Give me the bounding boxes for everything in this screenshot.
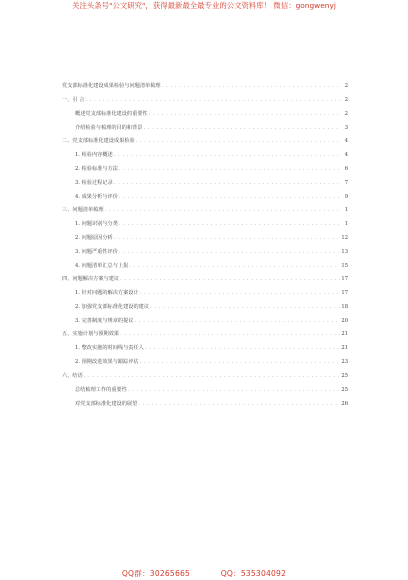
toc-entry-label: 2. 问题原因分析 (75, 235, 113, 241)
qq-number-text: QQ：535304092 (220, 569, 287, 578)
toc-entry-subsection[interactable] (75, 386, 348, 395)
toc-entry-label: 一、引 言 (62, 97, 85, 103)
toc-page-number: 17 (341, 290, 348, 296)
toc-entry-subsection[interactable] (75, 124, 348, 133)
toc-entry-label: 4. 问题清单汇总与上报 (75, 263, 129, 269)
toc-dot-leader (114, 179, 341, 188)
toc-dot-leader (120, 275, 340, 284)
toc-page-number: 2 (344, 97, 348, 103)
toc-dot-leader (140, 358, 341, 367)
toc-dot-leader (145, 344, 341, 353)
toc-entry-subsection[interactable] (75, 151, 348, 160)
toc-entry-section[interactable] (62, 137, 348, 146)
toc-page-number: 4 (344, 138, 348, 144)
toc-dot-leader (119, 220, 341, 229)
toc-dot-leader (105, 206, 341, 215)
toc-entry-label: 二、党支部标准化建设成果检验 (62, 138, 135, 144)
toc-dot-leader (162, 82, 341, 91)
qq-group-text: QQ群：30265665 (121, 569, 191, 578)
toc-page-number: 25 (341, 373, 348, 379)
toc-page-number: 3 (344, 125, 348, 131)
toc-entry-subsection[interactable] (75, 220, 348, 229)
toc-page-number: 15 (341, 263, 348, 269)
toc-page-number: 7 (344, 180, 348, 186)
toc-page-number: 1 (344, 207, 348, 213)
toc-entry-label: 3. 问题严重性评价 (75, 249, 118, 255)
toc-page-number: 17 (341, 276, 348, 282)
toc-entry-subsection[interactable] (75, 358, 348, 367)
toc-entry-subsection[interactable] (75, 344, 348, 353)
header-watermark-banner: 关注头条号"公文研究"，获得最新最全最专业的公文资料库！ 微信：gongwenyj (72, 1, 336, 10)
toc-page-number: 1 (344, 221, 348, 227)
toc-entry-label: 1. 问题识别与分类 (75, 221, 118, 227)
toc-dot-leader (114, 234, 341, 243)
toc-dot-leader (134, 317, 340, 326)
toc-entry-label: 1. 检验内容概述 (75, 152, 113, 158)
toc-dot-leader (119, 193, 341, 202)
toc-page-number: 6 (344, 166, 348, 172)
toc-dot-leader (84, 372, 341, 381)
toc-dot-leader (140, 289, 341, 298)
toc-page-number: 21 (341, 331, 348, 337)
toc-entry-subsection[interactable] (75, 262, 348, 271)
toc-entry-section[interactable] (62, 330, 348, 339)
toc-entry-subsection[interactable] (75, 317, 348, 326)
toc-entry-label: 党支部标准化建设成果检验与问题清单梳理 (62, 83, 161, 89)
toc-entry-label: 六、结语 (62, 373, 83, 379)
toc-dot-leader (149, 110, 341, 119)
footer-contact-watermark (0, 569, 408, 578)
toc-page-number: 2 (344, 83, 348, 89)
toc-entry-label: 2. 加强党支部标准化建设的建议 (75, 304, 150, 310)
toc-dot-leader (129, 262, 340, 271)
toc-page-number: 25 (341, 387, 348, 393)
toc-entry-subsection[interactable] (75, 165, 348, 174)
toc-page-number: 23 (341, 359, 348, 365)
toc-entry-label: 三、问题清单梳理 (62, 207, 104, 213)
toc-entry-label: 3. 检验过程记录 (75, 180, 113, 186)
toc-entry-subsection[interactable] (75, 400, 348, 409)
toc-dot-leader (150, 303, 340, 312)
toc-entry-section[interactable] (62, 96, 348, 105)
toc-entry-label: 2. 检验标准与方法 (75, 166, 118, 172)
toc-dot-leader (119, 165, 341, 174)
toc-page-number: 18 (341, 304, 348, 310)
toc-entry-label: 概述党支部标准化建设的重要性 (75, 111, 148, 117)
toc-page-number: 26 (341, 401, 348, 407)
toc-dot-leader (138, 400, 340, 409)
toc-entry-label: 五、实施计划与预期效果 (62, 331, 120, 337)
toc-entry-section[interactable] (62, 372, 348, 381)
toc-page-number: 13 (341, 249, 348, 255)
toc-page-number: 12 (341, 235, 348, 241)
toc-entry-section[interactable] (62, 275, 348, 284)
toc-page-number: 21 (341, 345, 348, 351)
toc-entry-label: 总结梳理工作的重要性 (75, 387, 127, 393)
toc-dot-leader (128, 386, 341, 395)
toc-entry-subsection[interactable] (75, 289, 348, 298)
toc-page-number: 20 (341, 318, 348, 324)
toc-entry-subsection[interactable] (75, 303, 348, 312)
toc-entry-label: 1. 针对问题的解决方案设计 (75, 290, 139, 296)
toc-page-number: 2 (344, 111, 348, 117)
toc-entry-label: 四、问题解决方案与建议 (62, 276, 120, 282)
toc-page-number: 9 (344, 194, 348, 200)
toc-entry-title[interactable] (62, 82, 348, 91)
toc-dot-leader (143, 124, 341, 133)
toc-entry-label: 2. 预期改进效果与跟踪评估 (75, 359, 139, 365)
toc-page-number: 4 (344, 152, 348, 158)
toc-dot-leader (120, 330, 340, 339)
toc-entry-label: 介绍检验与梳理的目的和背景 (75, 125, 143, 131)
toc-entry-label: 1. 整改实施的时间线与责任人 (75, 345, 144, 351)
toc-entry-section[interactable] (62, 206, 348, 215)
toc-entry-subsection[interactable] (75, 248, 348, 257)
toc-entry-subsection[interactable] (75, 179, 348, 188)
toc-dot-leader (119, 248, 340, 257)
toc-entry-label: 对党支部标准化建设的展望 (75, 401, 138, 407)
toc-dot-leader (136, 137, 341, 146)
toc-entry-subsection[interactable] (75, 193, 348, 202)
toc-dot-leader (85, 96, 341, 105)
toc-entry-subsection[interactable] (75, 110, 348, 119)
toc-entry-subsection[interactable] (75, 234, 348, 243)
toc-entry-label: 3. 完善制度与规章的提议 (75, 318, 134, 324)
toc-dot-leader (114, 151, 341, 160)
toc-entry-label: 4. 成果分析与评价 (75, 194, 118, 200)
